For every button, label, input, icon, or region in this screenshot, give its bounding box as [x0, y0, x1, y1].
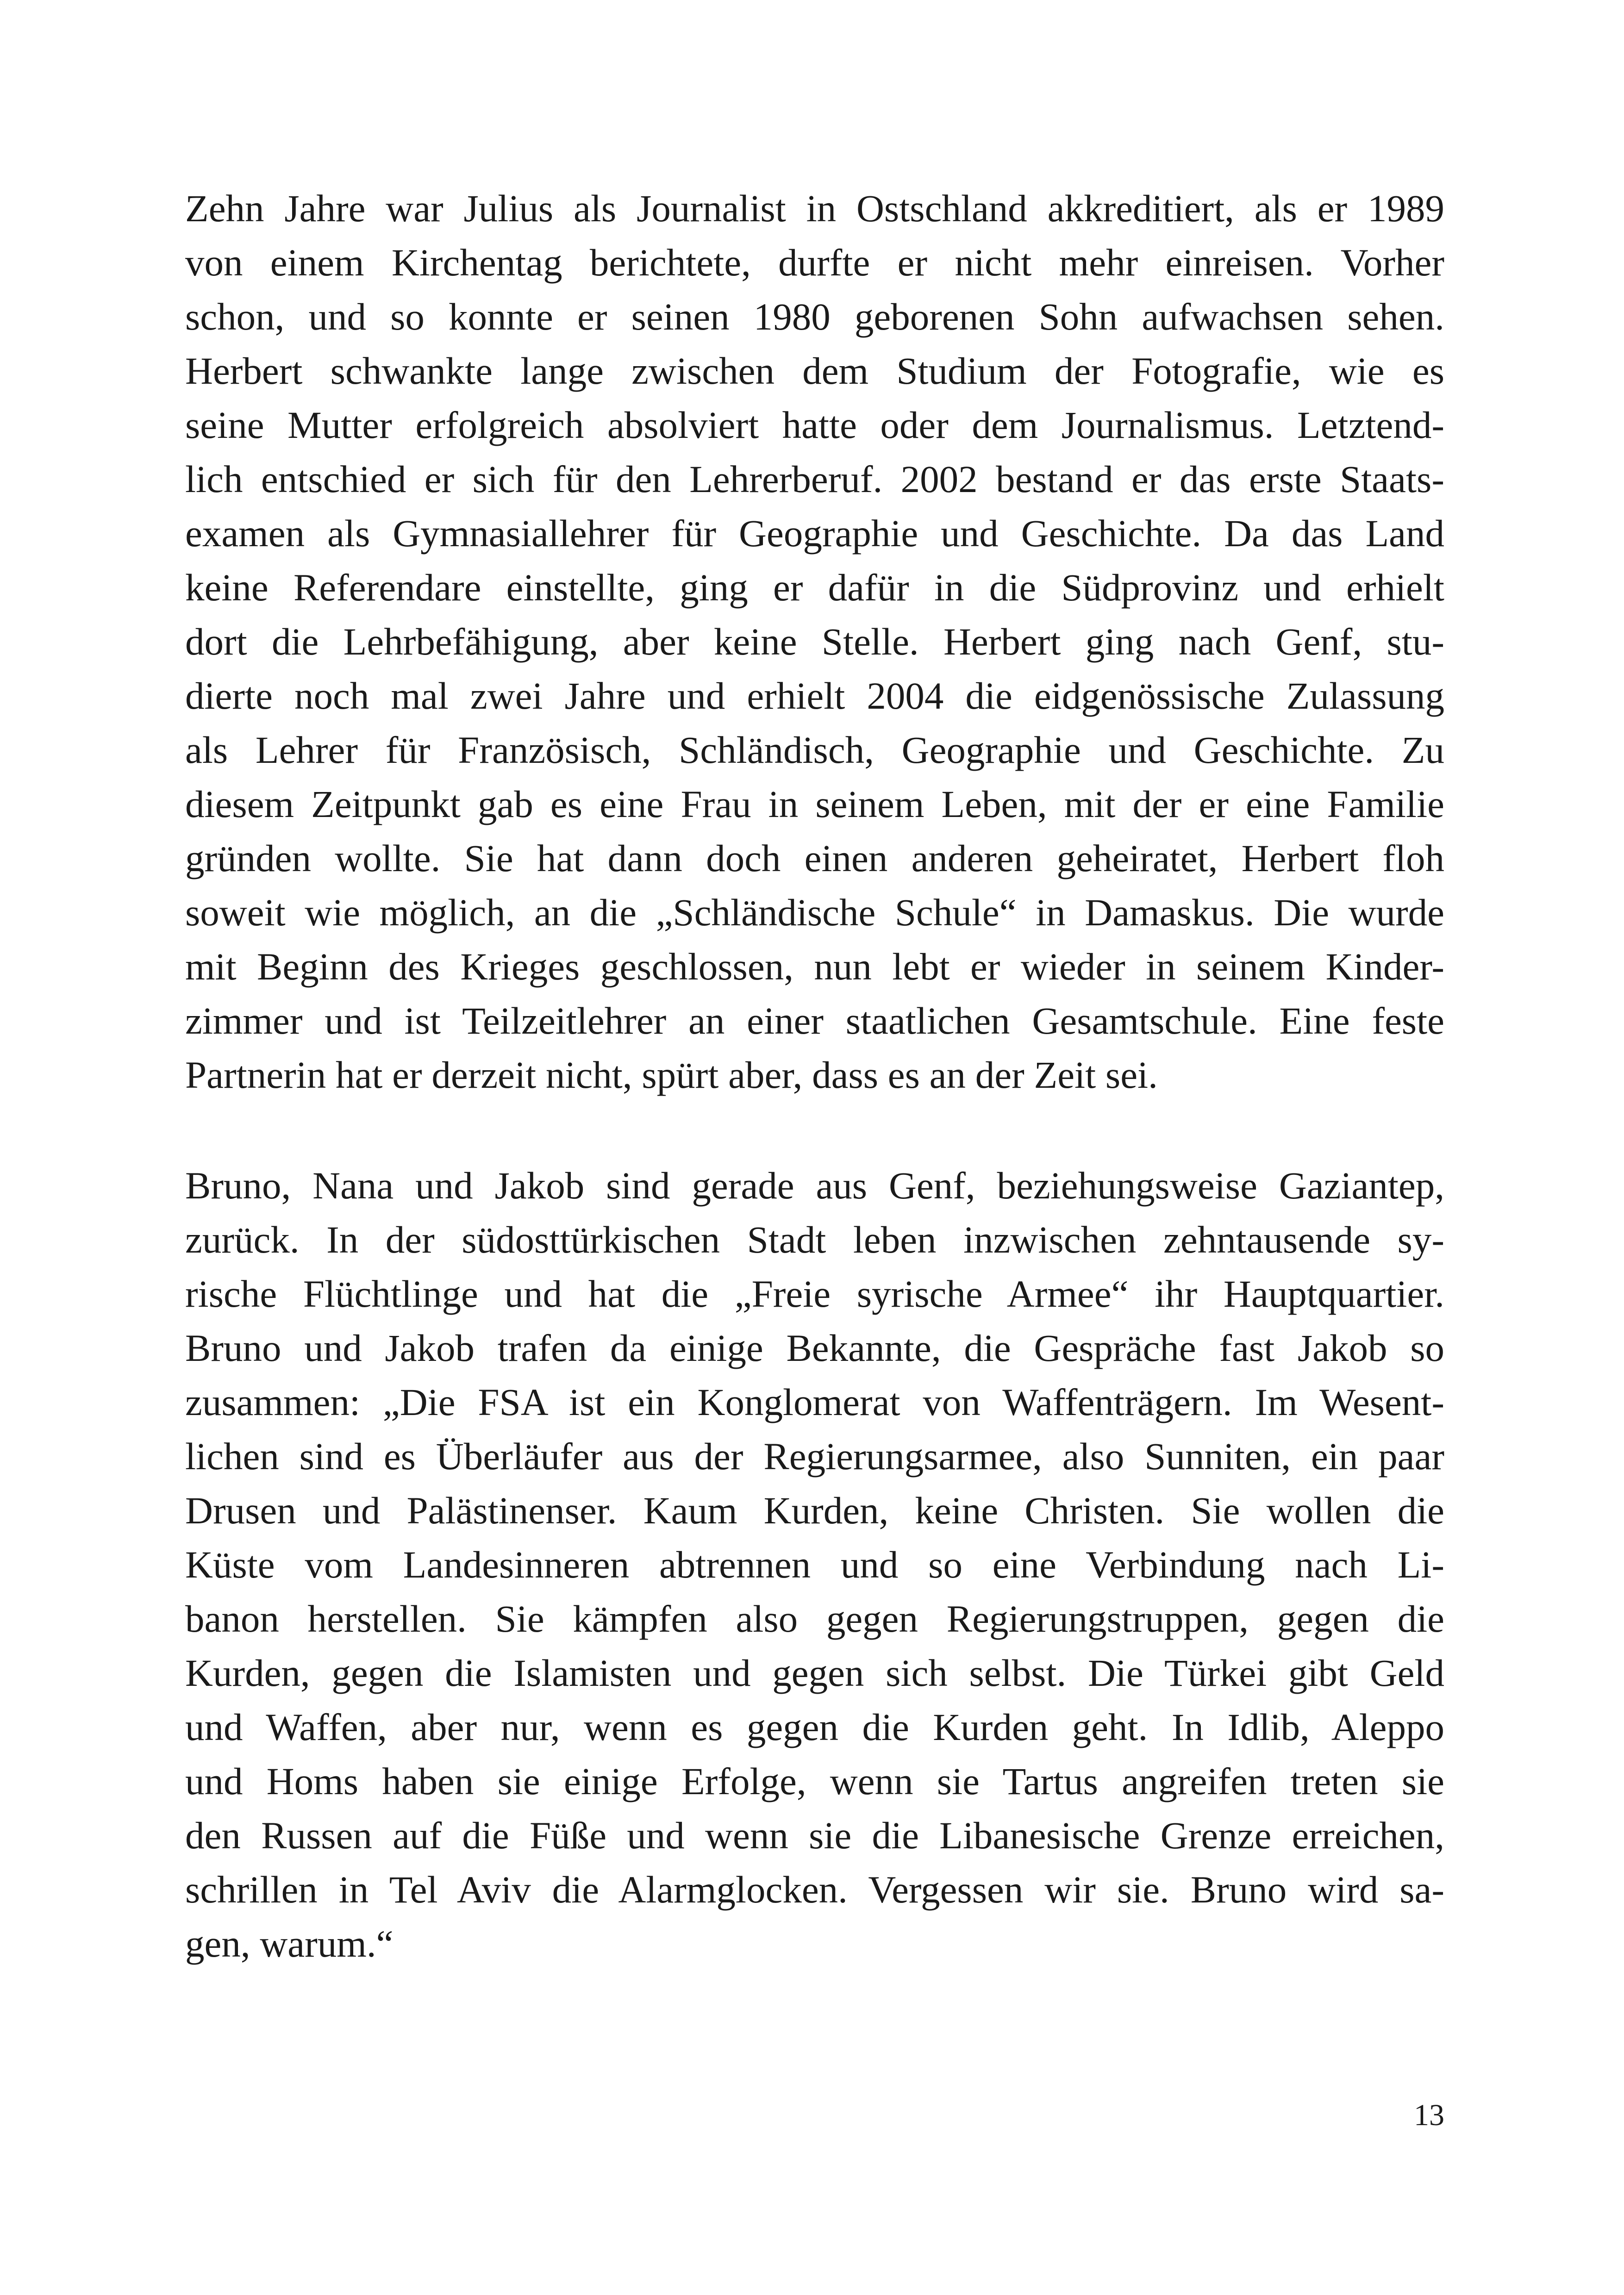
text-line: gen, warum.“	[185, 1922, 394, 1965]
text-line: zurück. In der südosttürkischen Stadt leben inzwischen zehntausende sy-	[185, 1218, 1444, 1261]
text-line: Drusen und Palästinenser. Kaum Kurden, keine Christen. Sie wollen die	[185, 1489, 1444, 1532]
text-line: und Waffen, aber nur, wenn es gegen die Kurden geht. In Idlib, Aleppo	[185, 1706, 1444, 1748]
text-line: dierte noch mal zwei Jahre und erhielt 2004 die eidgenössische Zulassung	[185, 674, 1444, 717]
text-line: als Lehrer für Französisch, Schländisch, Geographie und Geschichte. Zu	[185, 729, 1444, 771]
text-line: lichen sind es Überläufer aus der Regierungsarmee, also Sunniten, ein paar	[185, 1435, 1444, 1478]
text-line: Kurden, gegen die Islamisten und gegen sich selbst. Die Türkei gibt Geld	[185, 1652, 1444, 1694]
paragraph-1	[185, 181, 1444, 1102]
text-line: schon, und so konnte er seinen 1980 geborenen Sohn aufwachsen sehen.	[185, 295, 1444, 338]
text-line: keine Referendare einstellte, ging er dafür in die Südprovinz und erhielt	[185, 566, 1444, 609]
text-line: gründen wollte. Sie hat dann doch einen anderen geheiratet, Herbert floh	[185, 837, 1444, 879]
text-line: Bruno, Nana und Jakob sind gerade aus Genf, beziehungsweise Gaziantep,	[185, 1164, 1444, 1207]
text-line: Herbert schwankte lange zwischen dem Studium der Fotografie, wie es	[185, 349, 1444, 392]
text-line: Partnerin hat er derzeit nicht, spürt aber, dass es an der Zeit sei.	[185, 1054, 1158, 1096]
text-line: banon herstellen. Sie kämpfen also gegen Regierungstruppen, gegen die	[185, 1597, 1444, 1640]
text-line: mit Beginn des Krieges geschlossen, nun lebt er wieder in seinem Kinder-	[185, 945, 1444, 988]
text-line: und Homs haben sie einige Erfolge, wenn sie Tartus angreifen treten sie	[185, 1760, 1444, 1802]
text-line: zimmer und ist Teilzeitlehrer an einer staatlichen Gesamtschule. Eine feste	[185, 999, 1444, 1042]
text-line: diesem Zeitpunkt gab es eine Frau in seinem Leben, mit der er eine Familie	[185, 783, 1444, 825]
text-line: Küste vom Landesinneren abtrennen und so eine Verbindung nach Li-	[185, 1543, 1444, 1586]
page-number: 13	[1414, 2098, 1444, 2132]
text-line: zusammen: „Die FSA ist ein Konglomerat von Waffenträgern. Im Wesent-	[185, 1381, 1444, 1423]
text-line: soweit wie möglich, an die „Schländische Schule“ in Damaskus. Die wurde	[185, 891, 1444, 934]
text-line: examen als Gymnasiallehrer für Geographie und Geschichte. Da das Land	[185, 512, 1444, 555]
paragraph-2	[185, 1159, 1444, 1971]
text-line: dort die Lehrbefähigung, aber keine Stelle. Herbert ging nach Genf, stu-	[185, 620, 1444, 663]
text-line: rische Flüchtlinge und hat die „Freie syrische Armee“ ihr Hauptquartier.	[185, 1272, 1444, 1315]
text-line: den Russen auf die Füße und wenn sie die Libanesische Grenze erreichen,	[185, 1814, 1444, 1857]
text-line: schrillen in Tel Aviv die Alarmglocken. Vergessen wir sie. Bruno wird sa-	[185, 1868, 1444, 1911]
text-line: seine Mutter erfolgreich absolviert hatte oder dem Journalismus. Letztend-	[185, 404, 1444, 446]
text-line: Bruno und Jakob trafen da einige Bekannte, die Gespräche fast Jakob so	[185, 1327, 1444, 1369]
text-line: von einem Kirchentag berichtete, durfte er nicht mehr einreisen. Vorher	[185, 241, 1444, 284]
text-line: lich entschied er sich für den Lehrerberuf. 2002 bestand er das erste Staats-	[185, 458, 1444, 500]
text-line: Zehn Jahre war Julius als Journalist in Ostschland akkreditiert, als er 1989	[185, 187, 1444, 230]
